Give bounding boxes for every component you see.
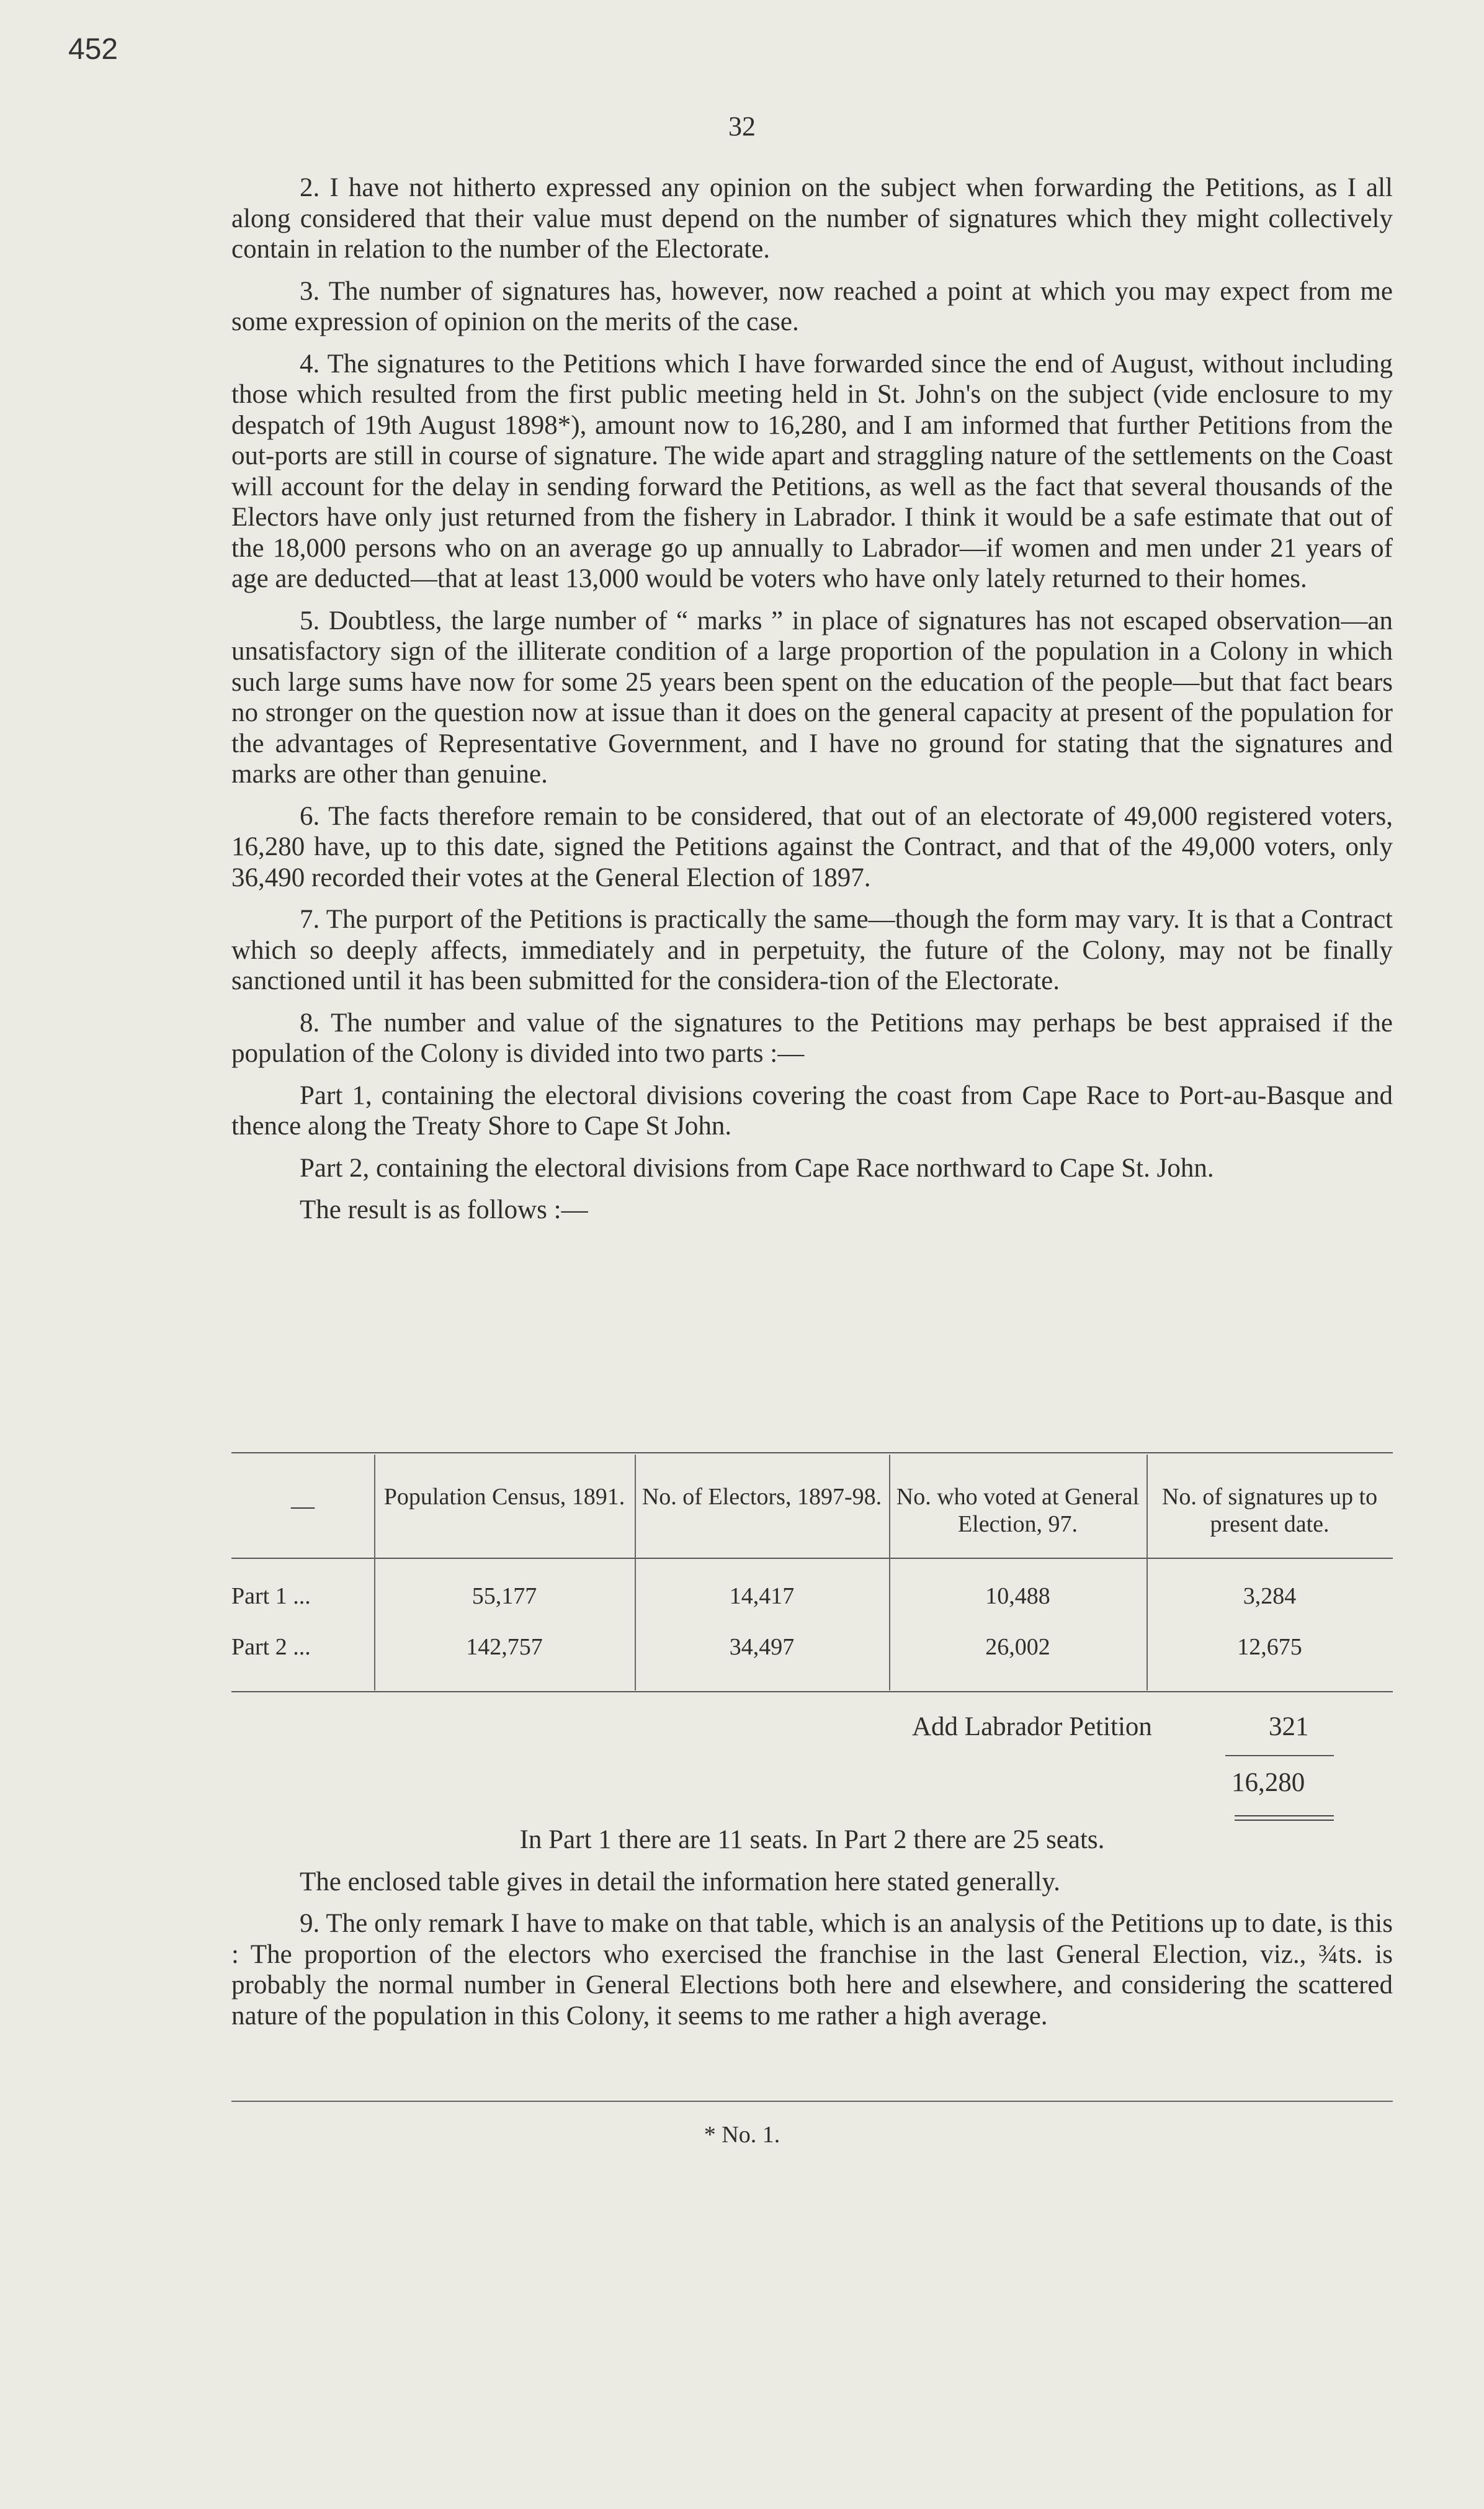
cell-electors: 34,497 <box>729 1634 795 1660</box>
table-header-population: Population Census, 1891. <box>383 1484 625 1510</box>
footnote: * No. 1. <box>704 2122 780 2148</box>
table-header-rule <box>231 1558 1393 1559</box>
paragraph-6: 6. The facts therefore remain to be considered, that out of an electorate of 49,000 registered voters, 16,280 have, up to this date, signed the Petitions against the Contract, and that of the 49,000 voters, only 36,490 recorded their votes at the General Election of 1897. <box>231 801 1393 892</box>
labrador-label: Add Labrador Petition <box>912 1712 1152 1741</box>
page-number: 32 <box>728 111 756 141</box>
row-label: Part 2 ... <box>231 1634 311 1660</box>
part-2-description: Part 2, containing the electoral divisions from Cape Race northward to Cape St. John. <box>300 1153 1214 1183</box>
paragraph-7: 7. The purport of the Petitions is practically the same—though the form may vary. It is that a Contract which so deeply affects, immediately and in perpetuity, the future of the Colony, may not be finally sanctioned until it has been submitted for the considera-tion of the Electorate. <box>231 905 1393 995</box>
paragraph-enclosed: The enclosed table gives in detail the information here stated generally. <box>300 1867 1060 1896</box>
cell-voted: 10,488 <box>985 1583 1050 1609</box>
paragraph-4: 4. The signatures to the Petitions which I have forwarded since the end of August, without including those which resulted from the first public meeting held in St. John's on the subject (vide enclosure to my despatch of 19th August 1898*), amount now to 16,280, and I am informed that further Petitions from the out-ports are still in course of signature. The wide apart and straggling nature of the settlements on the Coast will account for the delay in sending forward the Petitions, as well as the fact that several thousands of the Electors have only just returned from the fishery in Labrador. I think it would be a safe estimate that out of the 18,000 persons who on an average go up annually to Labrador—if women and men under 21 years of age are deducted—that at least 13,000 would be voters who have only lately returned to their homes. <box>231 349 1393 593</box>
paragraph-2: 2. I have not hitherto expressed any opinion on the subject when forwarding the Petitions, as I all along considered that their value must depend on the number of signatures which they might collectively contain in relation to the number of the Electorate. <box>231 173 1393 264</box>
folio-number: 452 <box>68 33 118 66</box>
cell-signatures: 3,284 <box>1243 1583 1297 1609</box>
table-header-blank: — <box>291 1493 315 1519</box>
cell-electors: 14,417 <box>729 1583 795 1609</box>
paragraph-9: 9. The only remark I have to make on that table, which is an analysis of the Petitions up to date, is this : The proportion of the electors who exercised the franchise in the last General Election, viz., ¾ts. is probably the normal number in General Elections both here and elsewhere, and considering the scattered nature of the population in this Colony, it seems to me rather a high average. <box>231 1909 1393 2031</box>
table-bottom-rule <box>231 1691 1393 1692</box>
paragraph-3: 3. The number of signatures has, however, now reached a point at which you may expect from me some expression of opinion on the merits of the case. <box>231 276 1393 336</box>
total-signatures: 16,280 <box>1231 1768 1305 1797</box>
cell-population: 142,757 <box>466 1634 543 1660</box>
result-intro: The result is as follows :— <box>300 1195 588 1224</box>
total-double-rule <box>1235 1815 1334 1821</box>
table-top-rule <box>231 1452 1393 1453</box>
sum-rule <box>1225 1755 1334 1756</box>
cell-voted: 26,002 <box>985 1634 1050 1660</box>
seats-line: In Part 1 there are 11 seats. In Part 2 there are 25 seats. <box>519 1825 1105 1854</box>
paragraph-8: 8. The number and value of the signatures to the Petitions may perhaps be best appraised if the population of the Colony is divided into two parts :— <box>231 1008 1393 1068</box>
table-header-voted: No. who voted at General Election, 97. <box>896 1484 1140 1537</box>
footnote-rule <box>231 2101 1393 2102</box>
labrador-value: 321 <box>1269 1712 1309 1741</box>
body-text-bottom <box>231 1825 1393 2042</box>
table-header-electors: No. of Electors, 1897-98. <box>641 1484 882 1510</box>
cell-signatures: 12,675 <box>1237 1634 1302 1660</box>
results-table <box>231 1446 1393 1700</box>
row-label: Part 1 ... <box>231 1583 311 1609</box>
body-text-top <box>231 173 1393 1237</box>
cell-population: 55,177 <box>472 1583 537 1609</box>
paragraph-5: 5. Doubtless, the large number of “ marks ” in place of signatures has not escaped observation—an unsatisfactory sign of the illiterate condition of a large proportion of the population in a Colony in which such large sums have now for some 25 years been spent on the education of the people—but that fact bears no stronger on the question now at issue than it does on the general capacity at present of the population for the advantages of Representative Government, and I have no ground for stating that the signatures and marks are other than genuine. <box>231 606 1393 789</box>
part-1-description: Part 1, containing the electoral divisions covering the coast from Cape Race to Port-au-Basque and thence along the Treaty Shore to Cape St John. <box>231 1080 1393 1141</box>
table-header-signatures: No. of signatures up to present date. <box>1161 1484 1378 1537</box>
